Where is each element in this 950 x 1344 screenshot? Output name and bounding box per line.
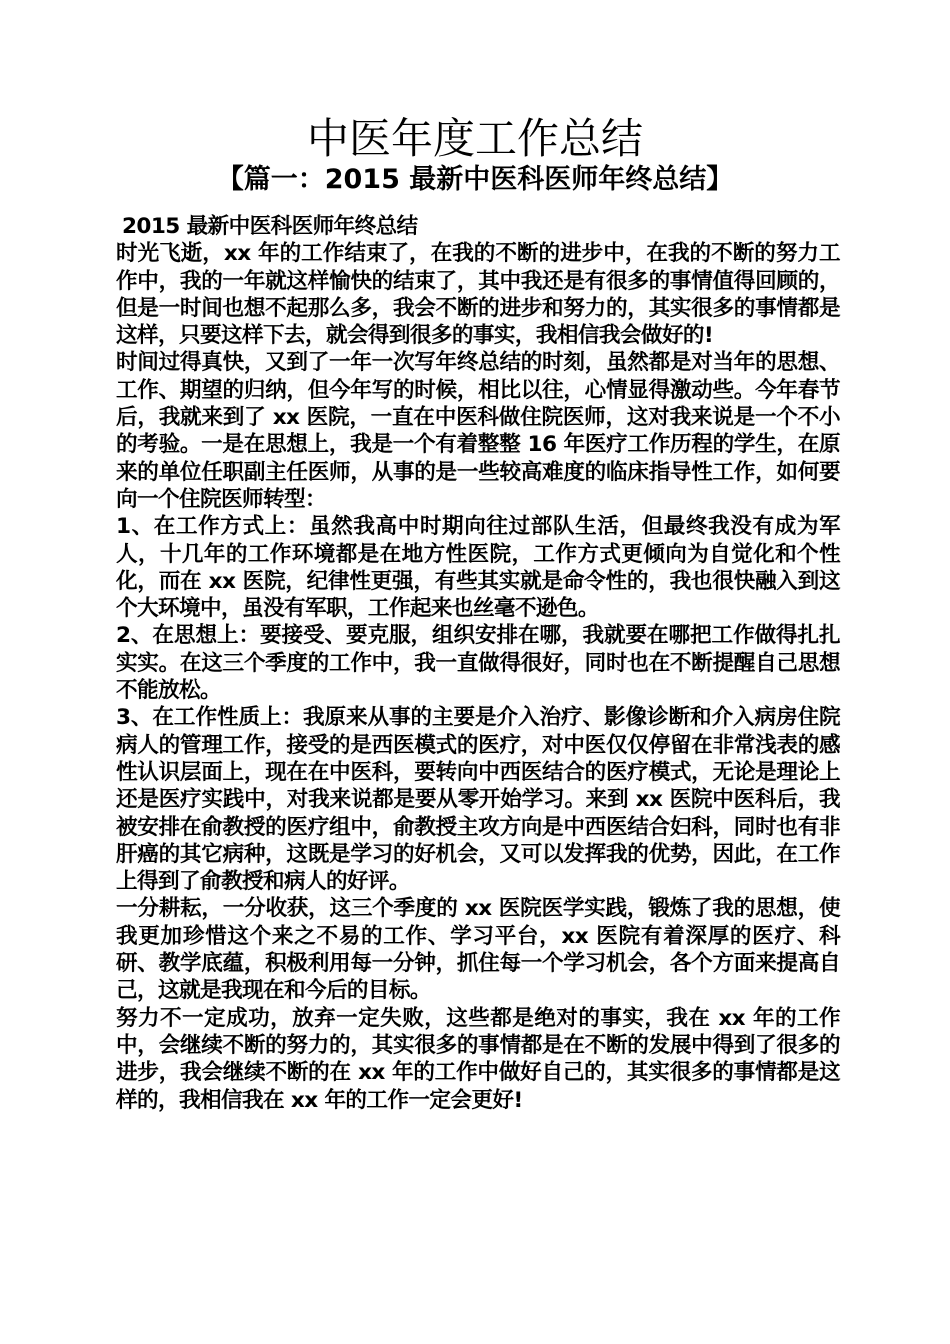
- document-subtitle: 【篇一：2015 最新中医科医师年终总结】: [216, 164, 734, 195]
- section-heading: 2015 最新中医科医师年终总结: [122, 214, 418, 239]
- document-title: 中医年度工作总结: [306, 114, 643, 163]
- paragraph: 3、在工作性质上：我原来从事的主要是介入治疗、影像诊断和介入病房住院病人的管理工作，接受的是西医模式的医疗，对中医仅仅停留在非常浅表的感性认识层面上，现在在中医科，要转向中西医结合的医疗模式，无论是理论上还是医疗实践中，对我来说都是要从零开始学习。来到 xx 医院中医科后，我被安排在俞教授的医疗组中，俞教授主攻方向是中西医结合妇科，同时也有非肝癌的其它病种，这既是学习的好机会，又可以发挥我的优势，因此，在工作上得到了俞教授和病人的好评。: [116, 705, 840, 895]
- paragraph: 时间过得真快，又到了一年一次写年终总结的时刻，虽然都是对当年的思想、工作、期望的归纳，但今年写的时候，相比以往，心情显得激动些。今年春节后，我就来到了 xx 医院，一直在中医科做住院医师，这对我来说是一个不小的考验。一是在思想上，我是一个有着整整 16 年医疗工作历程的学生，在原来的单位任职副主任医师，从事的是一些较高难度的临床指导性工作，如何要向一个住院医师转型：: [116, 350, 840, 512]
- paragraph: 努力不一定成功，放弃一定失败，这些都是绝对的事实，我在 xx 年的工作中，会继续不断的努力的，其实很多的事情都是在不断的发展中得到了很多的进步，我会继续不断的在 xx 年的工作中做好自己的，其实很多的事情都是这样的，我相信我在 xx 年的工作一定会更好!: [116, 1005, 840, 1113]
- document-body: [116, 213, 840, 1114]
- paragraph: 2、在思想上：要接受、要克服，组织安排在哪，我就要在哪把工作做得扎扎实实。在这三个季度的工作中，我一直做得很好，同时也在不断提醒自己思想不能放松。: [116, 623, 840, 704]
- paragraph: 一分耕耘，一分收获，这三个季度的 xx 医院医学实践，锻炼了我的思想，使我更加珍惜这个来之不易的工作、学习平台，xx 医院有着深厚的医疗、科研、教学底蕴，积极利用每一分钟，抓住每一个学习机会，各个方面来提高自己，这就是我现在和今后的目标。: [116, 896, 840, 1004]
- paragraph: 时光飞逝，xx 年的工作结束了，在我的不断的进步中，在我的不断的努力工作中，我的一年就这样愉快的结束了，其中我还是有很多的事情值得回顾的，但是一时间也想不起那么多，我会不断的进步和努力的，其实很多的事情都是这样，只要这样下去，就会得到很多的事实，我相信我会做好的!: [116, 241, 840, 349]
- paragraph: 1、在工作方式上：虽然我高中时期向往过部队生活，但最终我没有成为军人，十几年的工作环境都是在地方性医院，工作方式更倾向为自觉化和个性化，而在 xx 医院，纪律性更强，有些其实就是命令性的，我也很快融入到这个大环境中，虽没有军职，工作起来也丝毫不逊色。: [116, 514, 840, 622]
